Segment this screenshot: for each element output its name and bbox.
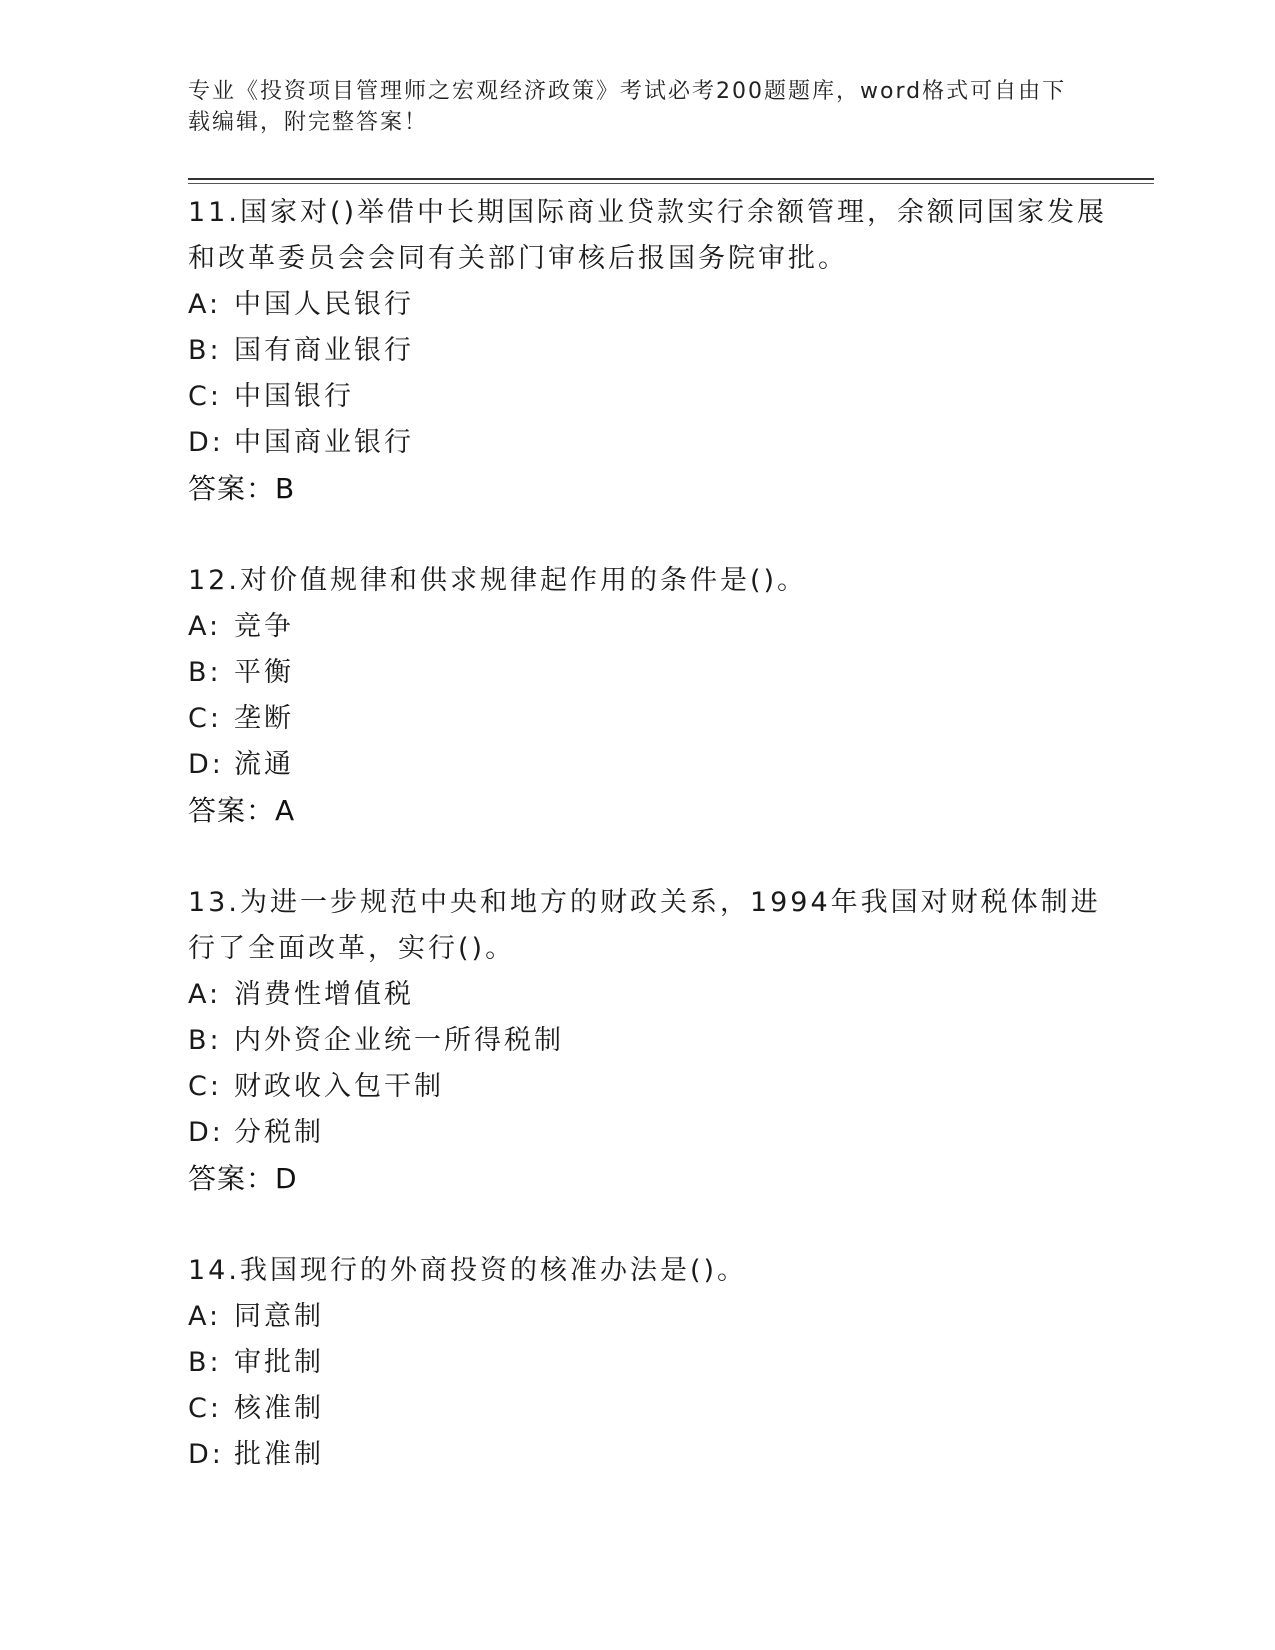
option-letter: A: xyxy=(188,611,222,642)
option-a xyxy=(188,972,1118,1018)
question-list xyxy=(188,190,1118,1524)
header-rule-thin xyxy=(188,183,1154,184)
option-text: 国有商业银行 xyxy=(234,335,414,366)
question-12 xyxy=(188,558,1118,834)
option-letter: B: xyxy=(188,1025,222,1056)
option-letter: D: xyxy=(188,1117,224,1148)
option-c xyxy=(188,1064,1118,1110)
option-d xyxy=(188,420,1118,466)
option-letter: D: xyxy=(188,1439,224,1470)
header-rule-thick xyxy=(188,178,1154,180)
option-text: 竞争 xyxy=(234,611,294,642)
option-c xyxy=(188,696,1118,742)
option-text: 分税制 xyxy=(234,1117,324,1148)
option-letter: A: xyxy=(188,979,222,1010)
option-b xyxy=(188,1018,1118,1064)
option-text: 同意制 xyxy=(234,1301,324,1332)
option-text: 财政收入包干制 xyxy=(234,1071,444,1102)
option-text: 流通 xyxy=(234,749,294,780)
option-a xyxy=(188,282,1118,328)
answer-line: 答案：D xyxy=(188,1162,298,1195)
option-d xyxy=(188,742,1118,788)
question-11 xyxy=(188,190,1118,512)
option-d xyxy=(188,1110,1118,1156)
question-text: 11.国家对()举借中长期国际商业贷款实行余额管理，余额同国家发展和改革委员会会同有关部门审核后报国务院审批。 xyxy=(188,197,1108,274)
option-c xyxy=(188,374,1118,420)
option-text: 中国银行 xyxy=(234,381,354,412)
option-a xyxy=(188,604,1118,650)
option-b xyxy=(188,1340,1118,1386)
option-letter: C: xyxy=(188,381,222,412)
option-a xyxy=(188,1294,1118,1340)
option-text: 消费性增值税 xyxy=(234,979,414,1010)
document-header: 专业《投资项目管理师之宏观经济政策》考试必考200题题库，word格式可自由下载编辑，附完整答案！ xyxy=(188,79,1067,135)
question-14 xyxy=(188,1248,1118,1478)
option-letter: B: xyxy=(188,657,222,688)
question-text: 13.为进一步规范中央和地方的财政关系，1994年我国对财税体制进行了全面改革，实行()。 xyxy=(188,887,1101,964)
option-text: 批准制 xyxy=(234,1439,324,1470)
option-text: 中国人民银行 xyxy=(234,289,414,320)
option-text: 垄断 xyxy=(234,703,294,734)
option-b xyxy=(188,328,1118,374)
question-13 xyxy=(188,880,1118,1202)
option-letter: C: xyxy=(188,703,222,734)
option-text: 审批制 xyxy=(234,1347,324,1378)
option-letter: B: xyxy=(188,335,222,366)
option-text: 核准制 xyxy=(234,1393,324,1424)
question-text: 12.对价值规律和供求规律起作用的条件是()。 xyxy=(188,565,808,596)
option-text: 中国商业银行 xyxy=(234,427,414,458)
option-letter: D: xyxy=(188,427,224,458)
option-d xyxy=(188,1432,1118,1478)
answer-line: 答案：A xyxy=(188,794,296,827)
option-letter: A: xyxy=(188,1301,222,1332)
option-text: 内外资企业统一所得税制 xyxy=(234,1025,564,1056)
option-letter: D: xyxy=(188,749,224,780)
answer-line: 答案：B xyxy=(188,472,296,505)
option-c xyxy=(188,1386,1118,1432)
option-b xyxy=(188,650,1118,696)
question-text: 14.我国现行的外商投资的核准办法是()。 xyxy=(188,1255,748,1286)
option-letter: C: xyxy=(188,1393,222,1424)
option-text: 平衡 xyxy=(234,657,294,688)
option-letter: C: xyxy=(188,1071,222,1102)
option-letter: A: xyxy=(188,289,222,320)
option-letter: B: xyxy=(188,1347,222,1378)
